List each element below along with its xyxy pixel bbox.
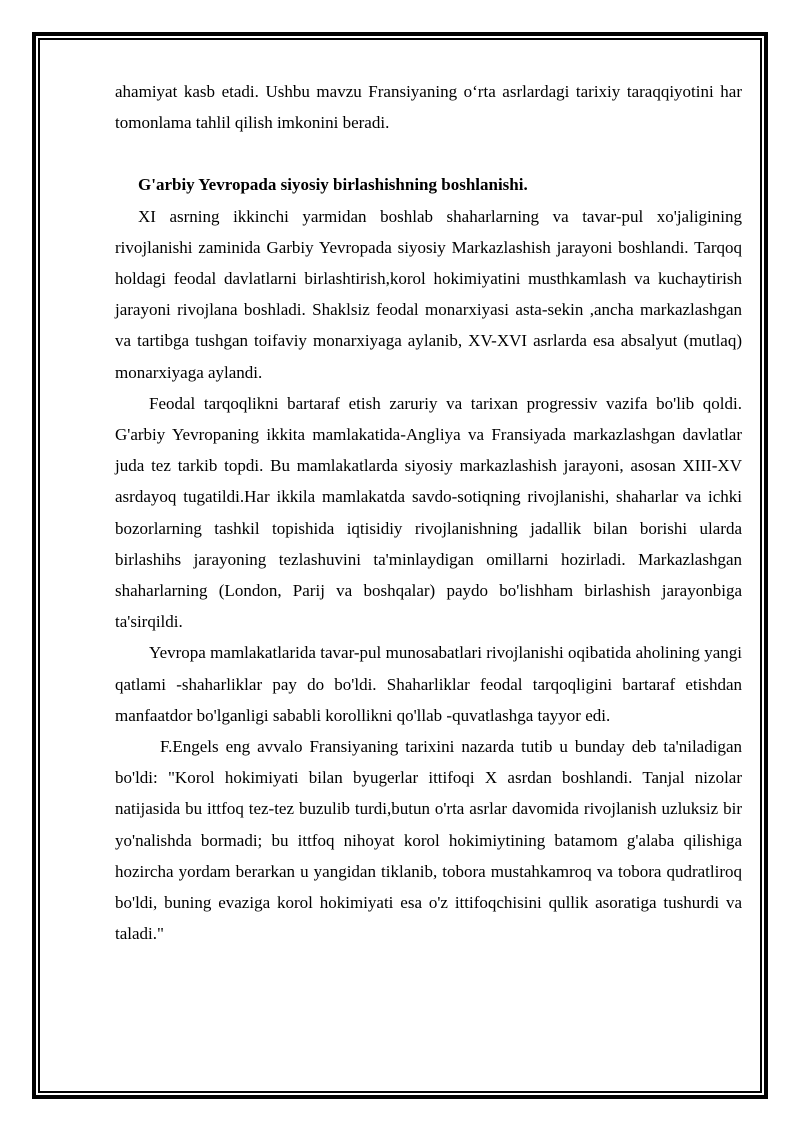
paragraph-feudal-fragmentation: Feodal tarqoqlikni bartaraf etish zaruriy va tarixan progressiv vazifa bo'lib qoldi. G'arbiy Yevropaning ikkita mamlakatida-Angliya va Fransiyada markazlashgan davlatlar juda tez tarkib topdi. Bu mamlakatlarda siyosiy markazlashish jarayoni, asosan XIII-XV asrdayoq tugatildi.Har ikkila mamlakatda savdo-sotiqning rivojlanishi, shaharlar va ichki bozorlarning tashkil topishida iqtisidiy rivojlanishning jadallik bilan borishi ularda birlashihs jarayoning tezlashuvini ta'minlaydigan omillarni hozirladi. Markazlashgan shaharlarning (London, Parij va boshqalar) paydo bo'lishham birlashish jarayonbiga ta'sirqildi. — [115, 393, 742, 632]
paragraph-engels-quote: F.Engels eng avvalo Fransiyaning tarixini nazarda tutib u bunday deb ta'niladigan bo'ldi: "Korol hokimiyati bilan byugerlar ittifoqi X asrdan boshlandi. Tanjal nizolar natijasida bu ittfoq tez-tez buzulib turdi,butun o'rta asrlar davomida rivojlanish uzluksiz bir yo'nalishda bormadi; bu ittfoq nihoyat korol hokimiytining batamom g'alaba qilishiga hozircha yordam berarkan u yangidan tiklanib, tobora mustahkamroq va tobora qudratliroq bo'ldi, buning evaziga korol hokimiyati esa o'z ittifoqchisini qullik asoratiga tushurdi va taladi." — [115, 737, 742, 944]
paragraph-political-centralization: XI asrning ikkinchi yarmidan boshlab shaharlarning va tavar-pul xo'jaligining rivojlanishi zaminida Garbiy Yevropada siyosiy Markazlashish jarayoni boshlandi. Tarqoq holdagi feodal davlatlarni birlashtirish,korol hokimiyatini musthkamlash va kuchaytirish jarayoni rivojlana boshladi. Shaklsiz feodal monarxiyasi asta-sekin ,ancha markazlashgan va tartibga tushgan toifaviy monarxiyaga aylanib, XV-XVI asrlarda esa absalyut (mutlaq) monarxiyaga aylandi. — [115, 206, 742, 382]
paragraph-gap — [115, 138, 742, 169]
document-body — [115, 76, 742, 949]
paragraph-intro-continuation: ahamiyat kasb etadi. Ushbu mavzu Fransiyaning o‘rta asrlardagi tarixiy taraqqiyotini har tomonlama tahlil qilish imkonini beradi. — [115, 82, 742, 133]
section-heading: G'arbiy Yevropada siyosiy birlashishning boshlanishi. — [138, 175, 528, 195]
paragraph-townspeople: Yevropa mamlakatlarida tavar-pul munosabatlari rivojlanishi oqibatida aholining yangi qatlami -shaharliklar pay do bo'ldi. Shaharliklar feodal tarqoqligini bartaraf etishdan manfaatdor bo'lganligi sababli korollikni qo'llab -quvatlashga tayyor edi. — [115, 643, 742, 725]
